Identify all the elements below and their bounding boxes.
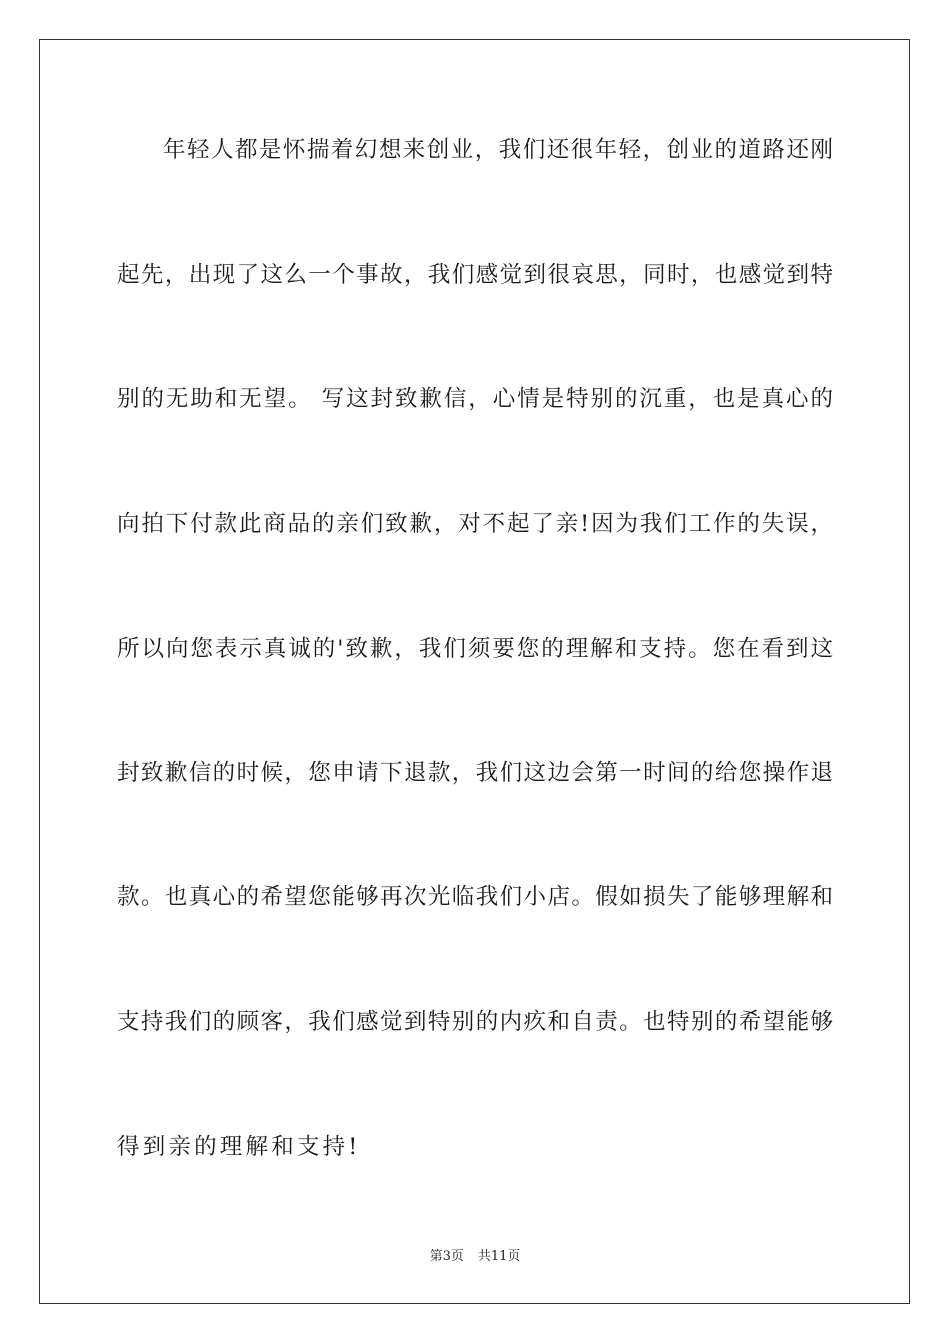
paragraph-line: 封致歉信的时候，您申请下退款，我们这边会第一时间的给您操作退	[117, 760, 833, 786]
paragraph-line: 年轻人都是怀揣着幻想来创业，我们还很年轻，创业的道路还刚	[163, 137, 833, 163]
paragraph-line: 起先，出现了这么一个事故，我们感觉到很哀思，同时，也感觉到特	[117, 262, 833, 288]
paragraph-line: 别的无助和无望。 写这封致歉信，心情是特别的沉重，也是真心的	[117, 386, 833, 412]
page-number-current: 第3页	[429, 1249, 464, 1264]
paragraph-line: 支持我们的顾客，我们感觉到特别的内疚和自责。也特别的希望能够	[117, 1009, 833, 1035]
page-footer	[0, 1248, 950, 1266]
paragraph-line: 款。也真心的希望您能够再次光临我们小店。假如损失了能够理解和	[117, 884, 833, 910]
paragraph-line: 向拍下付款此商品的亲们致歉，对不起了亲!因为我们工作的失误，	[117, 511, 833, 537]
paragraph-line: 所以向您表示真诚的'致歉，我们须要您的理解和支持。您在看到这	[117, 636, 833, 662]
paragraph-line: 得到亲的理解和支持!	[117, 1134, 361, 1160]
page-number-total: 共11页	[477, 1249, 521, 1264]
page-border	[39, 39, 910, 1304]
